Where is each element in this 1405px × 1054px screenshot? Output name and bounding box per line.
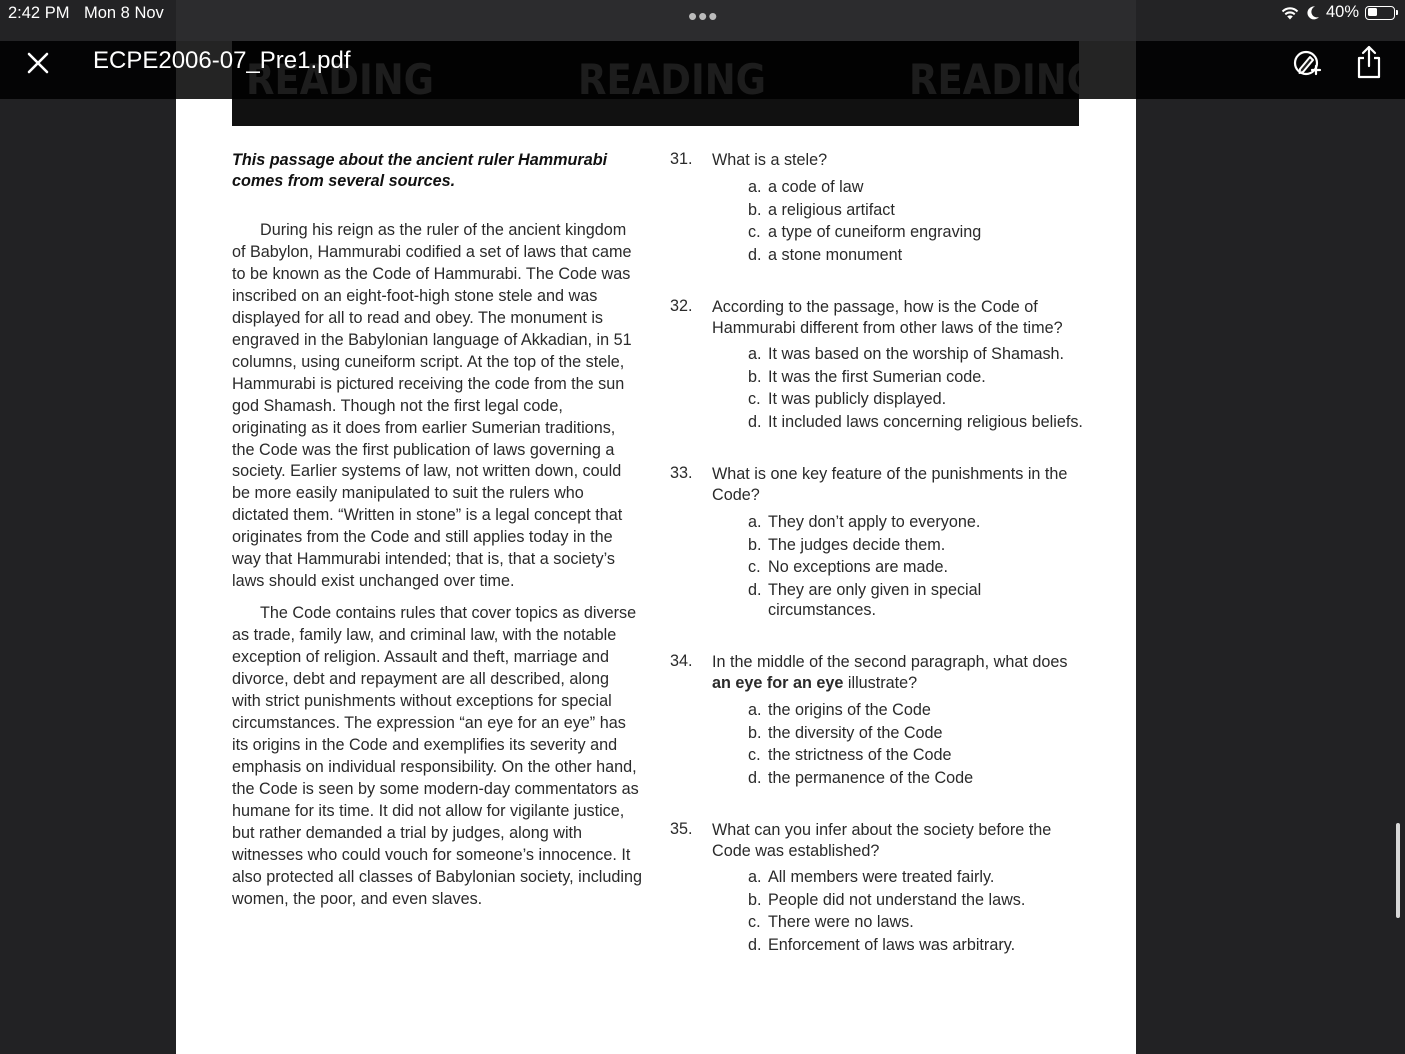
markup-pen-icon (1289, 46, 1323, 80)
option-text: It included laws concerning religious beliefs. (768, 412, 1083, 431)
status-date: Mon 8 Nov (84, 4, 164, 22)
status-time: 2:42 PM (8, 4, 70, 22)
answer-option[interactable] (748, 175, 1090, 198)
answer-options (748, 698, 1090, 788)
option-letter: c. (748, 223, 761, 241)
option-letter: c. (748, 390, 761, 408)
moon-icon (1306, 5, 1320, 21)
close-icon (20, 45, 56, 81)
answer-option[interactable] (748, 220, 1090, 243)
reading-passage (232, 150, 642, 921)
option-letter: d. (748, 580, 762, 599)
answer-options (748, 865, 1090, 955)
answer-option[interactable] (748, 198, 1090, 221)
stem-text: illustrate? (843, 674, 918, 692)
answer-option[interactable] (748, 243, 1090, 266)
question-number: 35. (670, 820, 693, 838)
question-stem: What is a stele? (712, 151, 828, 169)
option-letter: b. (748, 535, 762, 554)
answer-option[interactable] (748, 578, 1090, 621)
markup-button[interactable] (1289, 46, 1323, 80)
answer-option[interactable] (748, 933, 1090, 956)
question-number: 32. (670, 297, 693, 315)
wifi-icon (1280, 5, 1300, 21)
option-text: They don’t apply to everyone. (768, 513, 981, 531)
option-letter: c. (748, 913, 761, 931)
answer-option[interactable] (748, 365, 1090, 388)
option-text: The judges decide them. (768, 535, 946, 554)
answer-option[interactable] (748, 766, 1090, 789)
option-letter: c. (748, 746, 761, 764)
option-text: a type of cuneiform engraving (768, 223, 982, 241)
question-number: 33. (670, 464, 693, 482)
option-letter: b. (748, 367, 762, 386)
option-letter: a. (748, 345, 762, 363)
question-stem: What can you infer about the society before the Code was established? (712, 821, 1052, 860)
answer-option[interactable] (748, 387, 1090, 410)
question-stem (712, 652, 1090, 694)
option-letter: b. (748, 890, 762, 909)
battery-tip (1396, 10, 1398, 15)
option-text: a code of law (768, 178, 864, 196)
option-letter: a. (748, 513, 762, 531)
option-text: No exceptions are made. (768, 558, 948, 576)
question-number: 34. (670, 652, 693, 670)
stem-emphasis: an eye for an eye (712, 674, 844, 692)
answer-options (748, 510, 1090, 621)
answer-option[interactable] (748, 510, 1090, 533)
answer-option[interactable] (748, 910, 1090, 933)
option-text: the diversity of the Code (768, 723, 943, 742)
option-letter: d. (748, 412, 762, 431)
answer-option[interactable] (748, 743, 1090, 766)
option-text: the strictness of the Code (768, 746, 952, 764)
pdf-page[interactable] (176, 0, 1136, 1054)
option-text: It was publicly displayed. (768, 390, 947, 408)
battery-percent: 40% (1325, 3, 1359, 21)
question-number: 31. (670, 150, 693, 168)
scroll-indicator[interactable] (1396, 823, 1400, 918)
answer-option[interactable] (748, 865, 1090, 888)
status-indicators (1280, 3, 1395, 22)
stem-text: In the middle of the second paragraph, what does (712, 653, 1068, 671)
option-letter: b. (748, 723, 762, 742)
answer-option[interactable] (748, 410, 1090, 433)
answer-option[interactable] (748, 698, 1090, 721)
share-button[interactable] (1353, 44, 1385, 80)
option-text: It was based on the worship of Shamash. (768, 345, 1065, 363)
option-letter: d. (748, 768, 762, 787)
answer-option[interactable] (748, 888, 1090, 911)
option-letter: a. (748, 178, 762, 196)
passage-paragraph-1: During his reign as the ruler of the ancient kingdom of Babylon, Hammurabi codified a set of laws that came to be known as the Code of Hammurabi. The Code was inscribed on an eight-foot-high stone stele and was displayed for all to read and obey. The monument is engraved in the Babylonian language of Akkadian, in 51 columns, using cuneiform script. At the top of the stele, Hammurabi is pictured receiving the code from the sun god Shamash. Though not the first legal code, originating as it does from earlier Sumerian traditions, the Code was the first publication of laws governing a society. Earlier systems of law, not written down, could be more easily manipulated to suit the rulers who dictated them. “Written in stone” is a legal concept that originates from the Code and still applies today in the way that Hammurabi intended; that is, that a society’s laws should exist unchanged over time. (232, 221, 632, 591)
answer-options (748, 175, 1090, 265)
option-letter: d. (748, 245, 762, 264)
option-letter: c. (748, 558, 761, 576)
passage-intro: This passage about the ancient ruler Hammurabi comes from several sources. (232, 151, 608, 190)
option-text: They are only given in special circumstances. (768, 580, 982, 619)
battery-level (1368, 8, 1378, 16)
question-stem: According to the passage, how is the Code of Hammurabi different from other laws of the time? (712, 298, 1063, 337)
option-text: There were no laws. (768, 913, 914, 931)
passage-paragraph-2: The Code contains rules that cover topics as diverse as trade, family law, and criminal law, with the notable exception of religion. Assault and theft, marriage and divorce, debt and repayment are all described, along with strict punishments without exceptions for special circumstances. The expression “an eye for an eye” has its origins in the Code and exemplifies its severity and emphasis on individual responsibility. On the other hand, the Code is seen by some modern-day commentators as humane for its time. It did not allow for vigilante justice, but rather demanded a trial by judges, along with witnesses who could vouch for someone’s innocence. It also protected all classes of Babylonian society, including women, the poor, and even slaves. (232, 604, 643, 908)
answer-options (748, 342, 1090, 432)
option-text: People did not understand the laws. (768, 890, 1026, 909)
option-text: a religious artifact (768, 200, 895, 219)
option-text: a stone monument (768, 245, 903, 264)
option-letter: d. (748, 935, 762, 954)
option-text: Enforcement of laws was arbitrary. (768, 935, 1016, 954)
option-text: All members were treated fairly. (768, 868, 995, 886)
answer-option[interactable] (748, 533, 1090, 556)
viewer-toolbar (0, 41, 1405, 99)
close-button[interactable] (20, 45, 56, 81)
document-title: ECPE2006-07_Pre1.pdf (93, 47, 351, 74)
answer-option[interactable] (748, 721, 1090, 744)
battery-icon (1365, 6, 1395, 20)
option-letter: b. (748, 200, 762, 219)
share-icon (1353, 44, 1385, 80)
option-text: the origins of the Code (768, 701, 931, 719)
option-text: the permanence of the Code (768, 768, 974, 787)
multitasking-dots-icon[interactable]: ••• (688, 1, 719, 31)
option-letter: a. (748, 868, 762, 886)
option-text: It was the first Sumerian code. (768, 367, 986, 386)
option-letter: a. (748, 701, 762, 719)
answer-option[interactable] (748, 555, 1090, 578)
answer-option[interactable] (748, 342, 1090, 365)
question-stem: What is one key feature of the punishments in the Code? (712, 465, 1068, 504)
